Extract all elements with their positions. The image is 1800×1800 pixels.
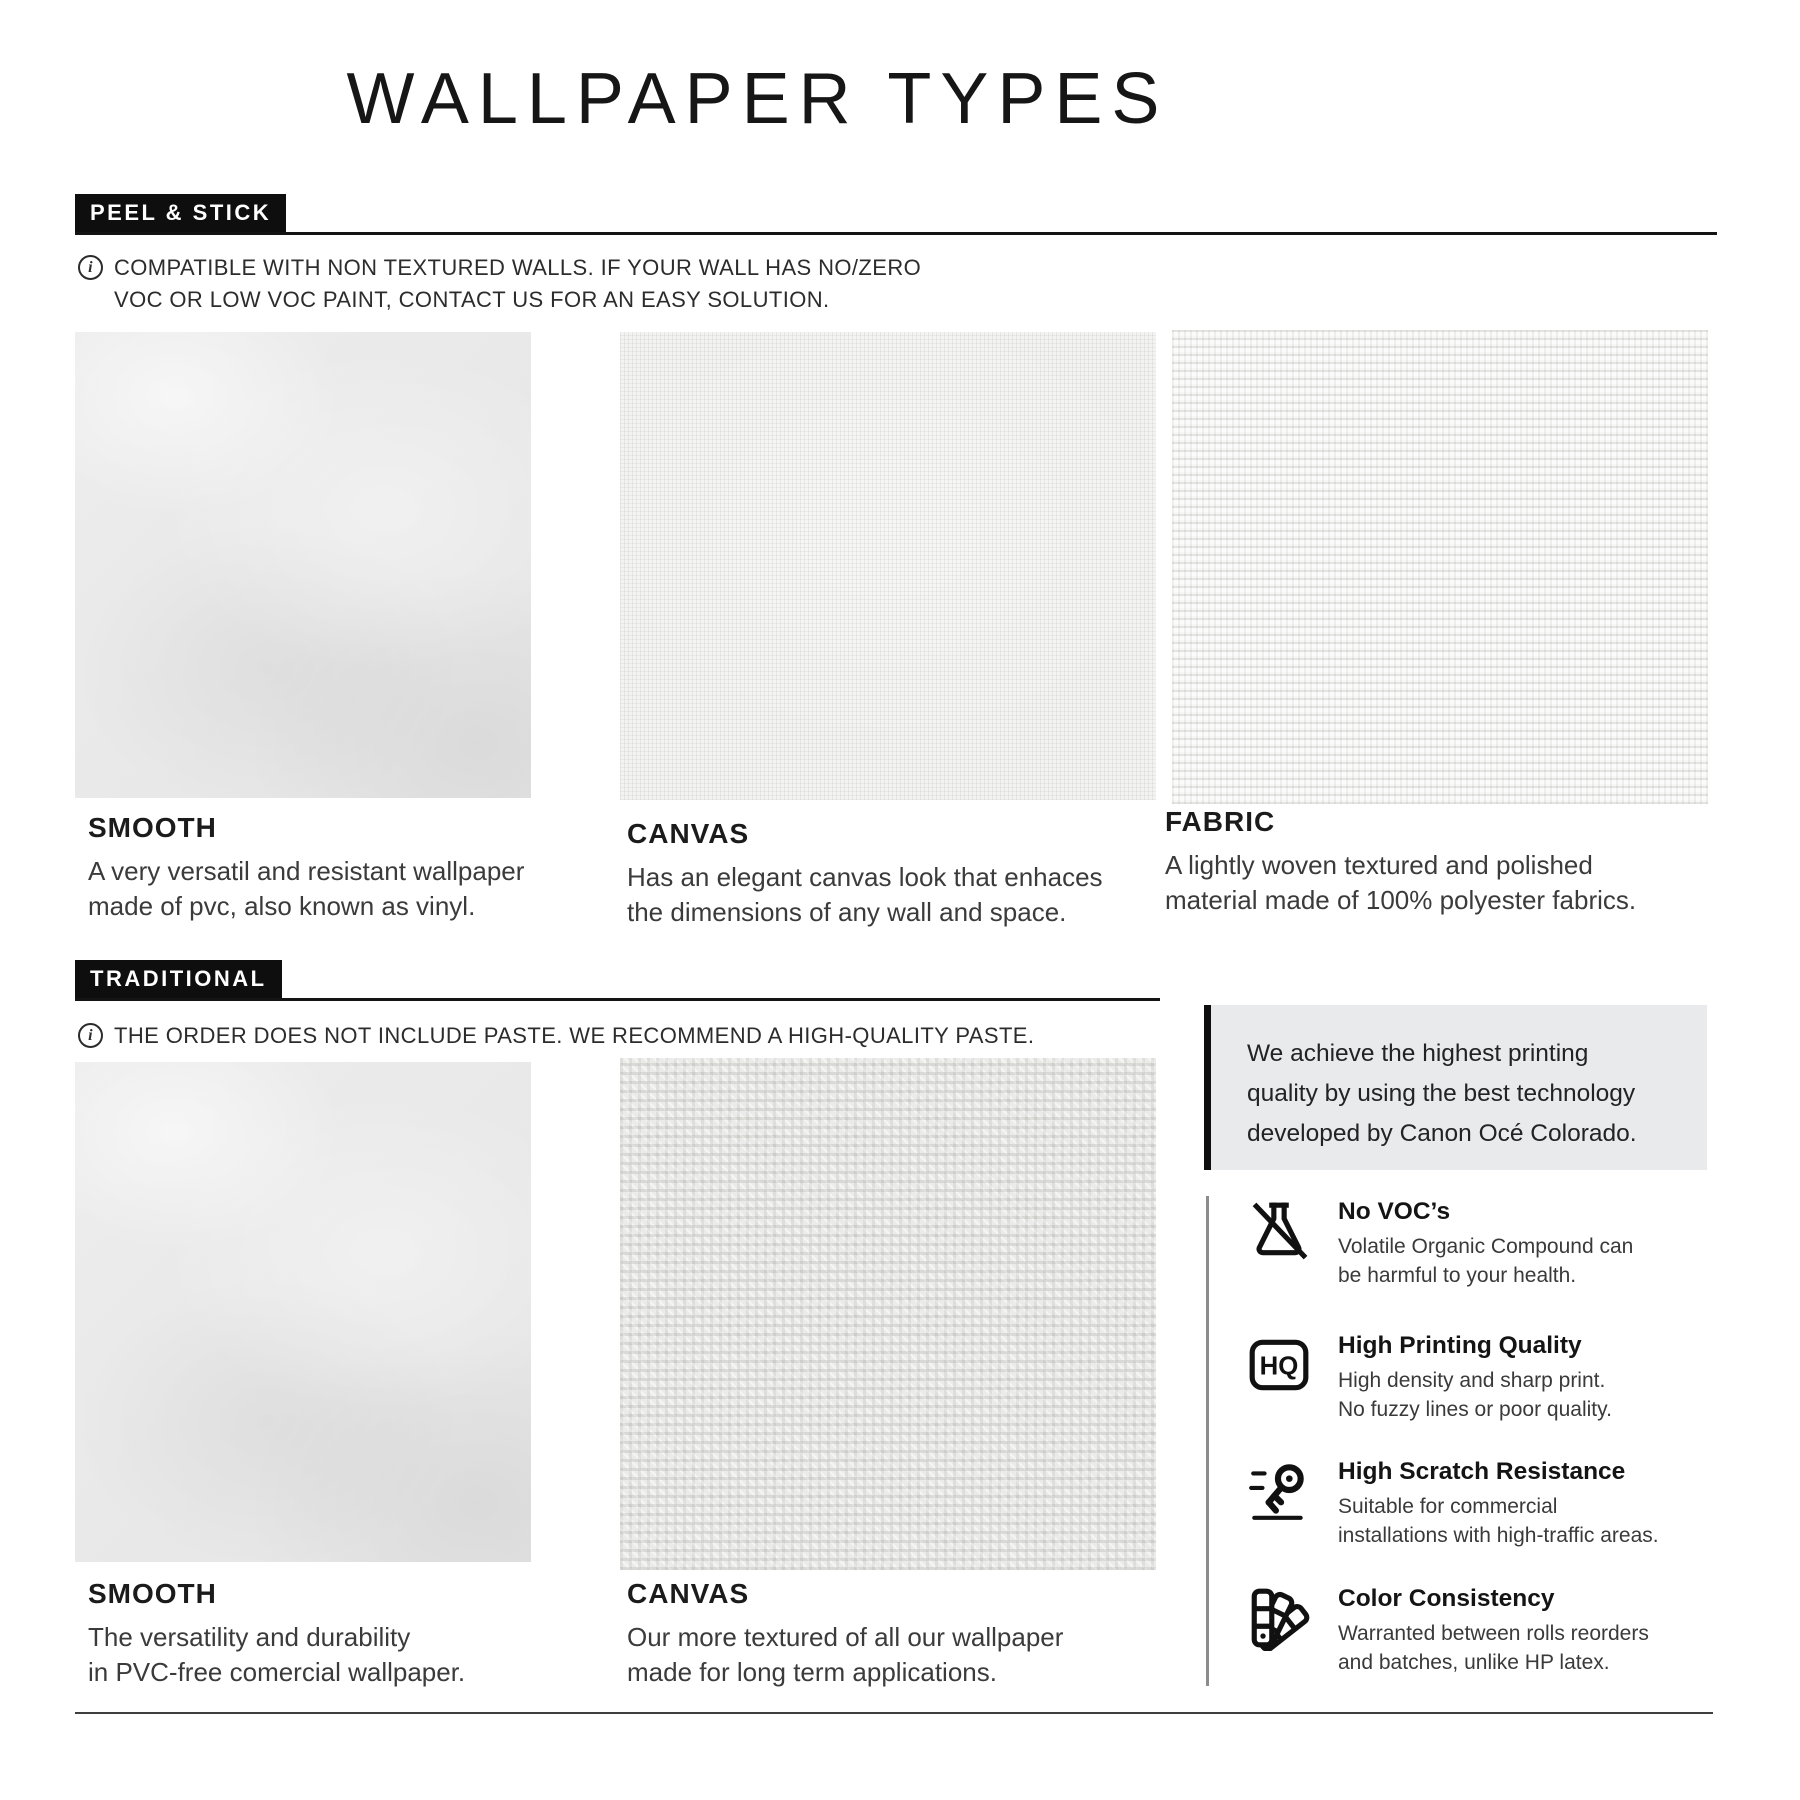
feature-description [1338,1233,1633,1290]
feature-high-printing-quality [1246,1332,1726,1424]
desc-line: material made of 100% polyester fabrics. [1165,885,1637,915]
traditional-note-text [114,1020,1034,1052]
callout-line: We achieve the highest printing [1247,1040,1589,1067]
traditional-section-badge: TRADITIONAL [75,960,282,1000]
page-title: WALLPAPER TYPES [346,59,1169,139]
swatch-description [627,860,1137,930]
desc-line: The versatility and durability [88,1622,411,1652]
no-voc-flask-icon [1246,1198,1316,1290]
peel-stick-note-text [114,252,921,316]
swatch-title: SMOOTH [88,812,217,843]
swatch-title: FABRIC [1165,806,1276,837]
desc-line: No fuzzy lines or poor quality. [1338,1397,1612,1421]
peel-stick-section-badge: PEEL & STICK [75,194,286,234]
printing-quality-callout [1211,1005,1707,1170]
feature-no-vocs [1246,1198,1726,1290]
callout-line: developed by Canon Océ Colorado. [1247,1120,1637,1147]
desc-line: installations with high-traffic areas. [1338,1523,1659,1547]
info-icon: i [78,255,103,280]
desc-line: made of pvc, also known as vinyl. [88,891,476,921]
swatch-title: CANVAS [627,1578,750,1609]
peel-stick-section-rule [75,232,1717,235]
swatch-caption-smooth [88,812,568,924]
swatch-caption-fabric [1165,806,1705,918]
desc-line: Has an elegant canvas look that enhaces [627,862,1103,892]
swatch-description [88,854,568,924]
feature-title: Color Consistency [1338,1585,1555,1612]
feature-title: High Printing Quality [1338,1332,1582,1359]
desc-line: Our more textured of all our wallpaper [627,1622,1064,1652]
traditional-note [78,1020,1034,1052]
bottom-divider [75,1712,1713,1714]
desc-line: and batches, unlike HP latex. [1338,1650,1610,1674]
scratch-key-icon [1246,1458,1316,1550]
callout-line: quality by using the best technology [1247,1080,1636,1107]
feature-description [1338,1620,1649,1677]
swatch-caption-canvas-traditional [627,1578,1137,1690]
features-left-rule [1206,1196,1209,1686]
desc-line: Volatile Organic Compound can [1338,1235,1634,1258]
peel-stick-fabric-swatch [1172,330,1708,804]
traditional-section-rule [75,998,1160,1001]
desc-line: Suitable for commercial [1338,1495,1558,1518]
desc-line: A very versatil and resistant wallpaper [88,856,525,886]
desc-line: made for long term applications. [627,1657,997,1687]
desc-line: Warranted between rolls reorders [1338,1622,1649,1645]
desc-line: the dimensions of any wall and space. [627,897,1067,927]
feature-text [1338,1585,1649,1677]
swatch-caption-smooth-traditional [88,1578,568,1690]
swatch-caption-canvas [627,818,1137,930]
feature-text [1338,1198,1633,1290]
desc-line: High density and sharp print. [1338,1369,1606,1392]
swatch-description [1165,848,1705,918]
feature-text [1338,1332,1612,1424]
peel-stick-smooth-swatch [75,332,531,798]
desc-line: A lightly woven textured and polished [1165,850,1593,880]
feature-title: High Scratch Resistance [1338,1458,1626,1485]
feature-title: No VOC’s [1338,1198,1451,1225]
color-swatchbook-icon [1246,1585,1316,1677]
swatch-description [627,1620,1137,1690]
svg-text:HQ: HQ [1259,1352,1299,1381]
feature-text [1338,1458,1659,1550]
note-line: VOC OR LOW VOC PAINT, CONTACT US FOR AN EASY SOLUTION. [114,287,830,312]
traditional-smooth-swatch [75,1062,531,1562]
traditional-canvas-swatch [620,1058,1156,1570]
info-icon: i [78,1023,103,1048]
peel-stick-canvas-swatch [620,332,1156,800]
swatch-title: SMOOTH [88,1578,217,1609]
feature-description [1338,1367,1612,1424]
note-line: COMPATIBLE WITH NON TEXTURED WALLS. IF YOUR WALL HAS NO/ZERO [114,255,922,280]
swatch-description [88,1620,568,1690]
hq-stamp-icon [1246,1332,1316,1424]
feature-high-scratch-resistance [1246,1458,1726,1550]
desc-line: be harmful to your health. [1338,1263,1577,1287]
peel-stick-note [78,252,921,316]
callout-accent-bar [1204,1005,1211,1170]
feature-description [1338,1493,1659,1550]
feature-color-consistency [1246,1585,1726,1677]
swatch-title: CANVAS [627,818,750,849]
desc-line: in PVC-free comercial wallpaper. [88,1657,466,1687]
note-line: THE ORDER DOES NOT INCLUDE PASTE. WE RECOMMEND A HIGH-QUALITY PASTE. [114,1023,1035,1048]
